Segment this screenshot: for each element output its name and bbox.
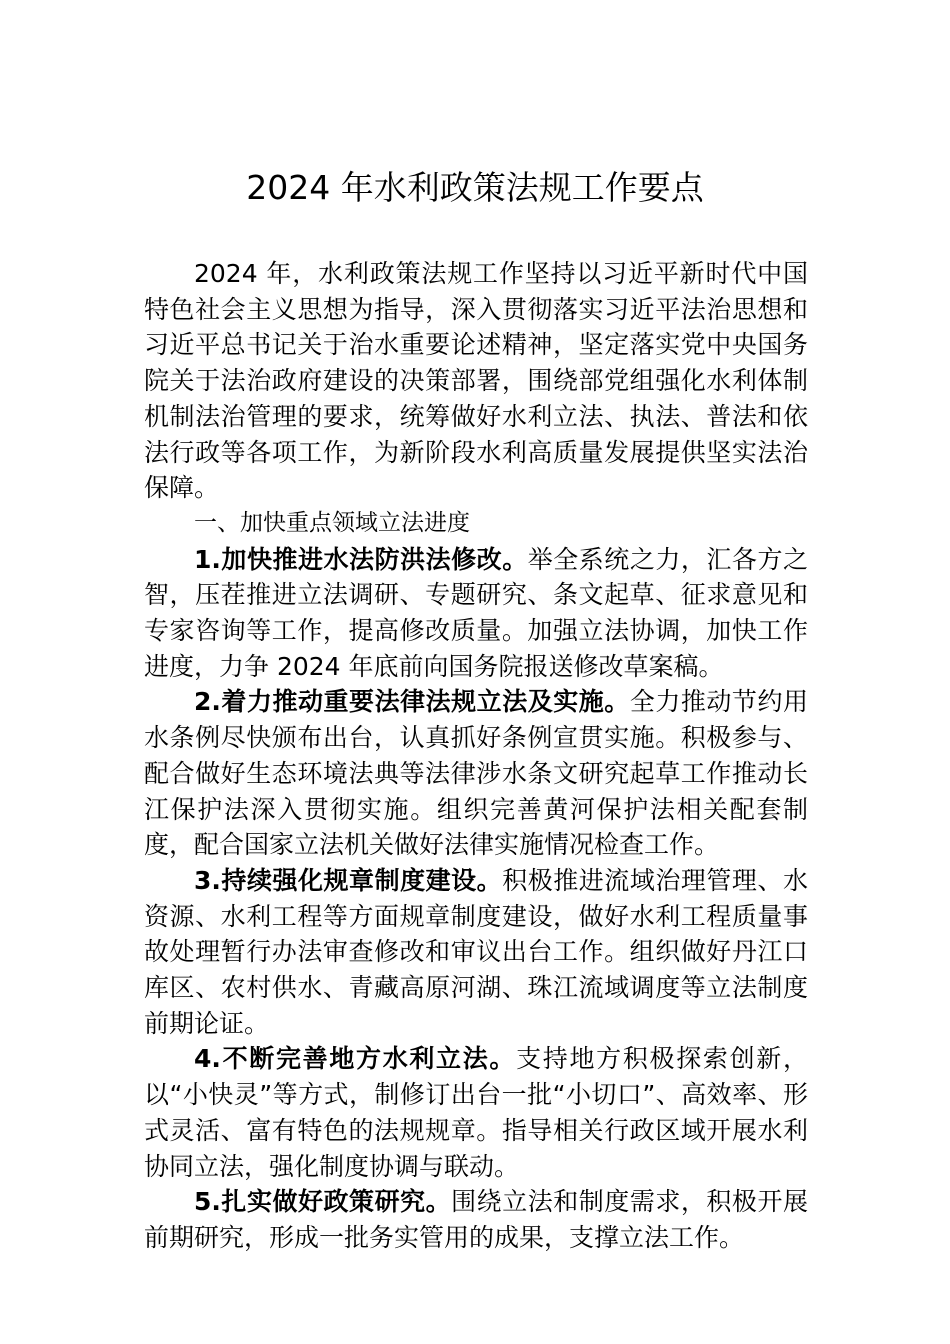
item-paragraph-4: [144, 1041, 808, 1184]
intro-paragraph: 2024 年，水利政策法规工作坚持以习近平新时代中国特色社会主义思想为指导，深入贯彻落实习近平法治思想和习近平总书记关于治水重要论述精神，坚定落实党中央国务院关于法治政府建设的决策部署，围绕部党组强化水利体制机制法治管理的要求，统筹做好水利立法、执法、普法和依法行政等各项工作，为新阶段水利高质量发展提供坚实法治保障。: [144, 259, 808, 503]
item-paragraph-3: [144, 863, 808, 1042]
document-title: 2024 年水利政策法规工作要点: [246, 168, 704, 207]
item-title-3: 3.持续强化规章制度建设。: [194, 865, 503, 895]
item-text-2: 全力推动节约用水条例尽快颁布出台，认真抓好条例宣贯实施。积极参与、配合做好生态环境法典等法律涉水条文研究起草工作推动长江保护法深入贯彻实施。组织完善黄河保护法相关配套制度，配合国家立法机关做好法律实施情况检查工作。: [144, 687, 808, 860]
section-heading: 一、加快重点领域立法进度: [194, 509, 470, 536]
document-body: [144, 256, 808, 1256]
item-text-3: 积极推进流域治理管理、水资源、水利工程等方面规章制度建设，做好水利工程质量事故处理暂行办法审查修改和审议出台工作。组织做好丹江口库区、农村供水、青藏高原河湖、珠江流域调度等立法制度前期论证。: [144, 865, 808, 1038]
item-paragraph-1: [144, 542, 808, 685]
item-title-5: 5.扎实做好政策研究。: [194, 1187, 452, 1217]
item-paragraph-5: [144, 1184, 808, 1255]
item-text-1: 举全系统之力，汇各方之智，压茬推进立法调研、专题研究、条文起草、征求意见和专家咨询等工作，提高修改质量。加强立法协调，加快工作进度，力争 2024 年底前向国务院报送修改草案稿。: [144, 544, 808, 681]
item-title-2: 2.着力推动重要法律法规立法及实施。: [194, 687, 630, 717]
item-text-5: 围绕立法和制度需求，积极开展前期研究，形成一批务实管用的成果，支撑立法工作。: [144, 1187, 808, 1252]
item-text-4: 支持地方积极探索创新，以“小快灵”等方式，制修订出台一批“小切口”、高效率、形式灵活、富有特色的法规规章。指导相关行政区域开展水利协同立法，强化制度协调与联动。: [144, 1044, 808, 1181]
item-paragraph-2: [144, 684, 808, 863]
item-title-1: 1.加快推进水法防洪法修改。: [194, 544, 528, 574]
item-title-4: 4.不断完善地方水利立法。: [194, 1044, 517, 1074]
